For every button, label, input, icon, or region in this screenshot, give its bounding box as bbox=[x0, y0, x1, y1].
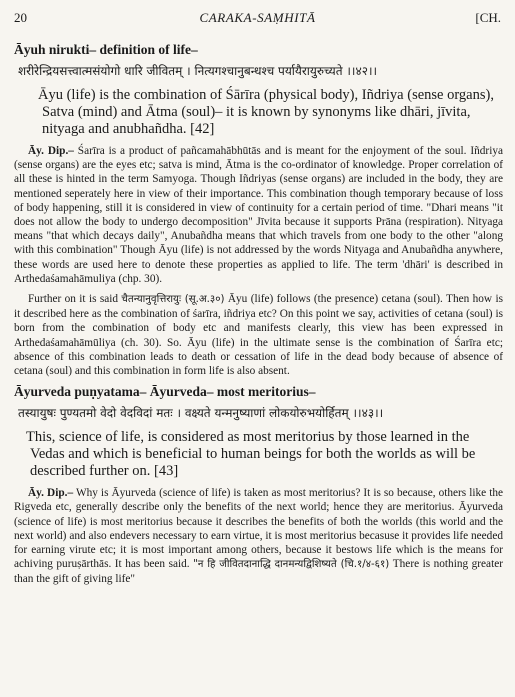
commentary-text: There is nothing greater than the gift of giving life" bbox=[14, 558, 503, 586]
section-heading-ayurveda-meritorious: Āyurveda puṇyatama– Āyurveda– most meritorius– bbox=[14, 384, 316, 400]
commentary-paragraph bbox=[14, 486, 503, 586]
sanskrit-verse-43: तस्यायुषः पुण्यतमो वेदो वेदविदां मतः । वक्ष्यते यन्मनुष्याणां लोकयोरुभयोर्हितम् ।।४३।। bbox=[18, 406, 384, 421]
page-body bbox=[14, 42, 503, 593]
verse-translation-42: Āyu (life) is the combination of Śārīra (physical body), Iñdriya (sense organs), Satva (mind) and Ātma (soul)– it is known by synonyms like dhāri, jīvita, nityaga and anubhañdha. [42] bbox=[38, 87, 494, 137]
verse-translation-43: This, science of life, is considered as most meritorius by those learned in the Vedas and which is beneficial to human beings for both the worlds as will be described further on. [43] bbox=[26, 429, 476, 480]
sanskrit-quote: चैतन्यानुवृत्तिरायुः (सू.अ.३०) bbox=[121, 294, 225, 306]
commentary-label: Āy. Dip.– bbox=[28, 487, 74, 500]
commentary-text: Śarīra is a product of pañcamahābhūtās and is meant for the enjoyment of the soul. Iñdriya (sense organs) are the eyes etc; satva is mind, Ātma is the co-ordinator of knowledge. Proper correlation of all these is hinted in the term Samyoga. Though Iñdriyas (sense organs) are included in the body, they are mentioned seperately here in view of their importance. This combination though temporary because of loss of body happening, still it is considered in view of continuity for a certain period of time. "Dhari means "it does not allow the body to undergo decomposition" Jīvita because it supports Prāna (respiration). Nityaga means "that which decays daily", Anubañdha means that which travels from one body to the other "along with this combination" Though Āyu (life) is not addressed by the words Nityaga and Anubañdha anywhere, these words are used here to denote these properties as applied to life. The term 'dhāri' is described in Arthedaśamahāmuliya (chp. 30). bbox=[14, 145, 503, 285]
chapter-marker: [CH. bbox=[475, 10, 501, 25]
commentary-text: Why is Āyurveda (science of life) is taken as most meritorius? It is so because, others like the Rigveda etc, generally describe only the benefits of the next world; hence they are meritorius. Āyurveda (science of life) is most meritorius because it describes the benefits of both the worlds (this world and the next world) and also endevers necessary to earn virtue, it is most meritorius becasuse it provides life needed for earning virute etc; it is most important among others, because it bestows life which is the means for achiving puruṣārthās. It has been said. bbox=[14, 487, 503, 571]
running-header bbox=[14, 6, 501, 28]
commentary-text: Āyu (life) follows (the presence) cetana (soul). Then how is it described here as the combination of śarīra, iñdriya etc? On this point we say, activities of cetana (soul) is born from the combination of body etc and manifests clearly, this view has been expressed in Arthedaśamahāmūliya (ch. 30). So. Āyu (life) in the ultimate sense is the combination of Śarīra etc; absence of this combination leads to death or cessation of life in the dead body because of absence of cetana (soul) and this combination in form life is also absent. bbox=[14, 293, 503, 378]
commentary-label: Āy. Dip.– bbox=[28, 145, 74, 157]
page-number: 20 bbox=[14, 10, 27, 25]
book-title: CARAKA-SAṂHITĀ bbox=[199, 10, 316, 25]
section-heading-definition-of-life: Āyuh nirukti– definition of life– bbox=[14, 42, 198, 57]
commentary-paragraph bbox=[14, 292, 503, 378]
sanskrit-verse-42: शरीरेन्द्रियसत्त्वात्मसंयोगो धारि जीवितम् । नित्यगश्चानुबन्धश्च पर्यायैरायुरुच्यते ।।४२।। bbox=[18, 64, 378, 78]
commentary-text: Further on it is said bbox=[28, 293, 119, 306]
commentary-paragraph bbox=[14, 144, 503, 286]
sanskrit-quote: "न हि जीवितदानाद्धि दानमन्यद्विशिष्यते (चि.१/४-६१) bbox=[193, 559, 390, 571]
